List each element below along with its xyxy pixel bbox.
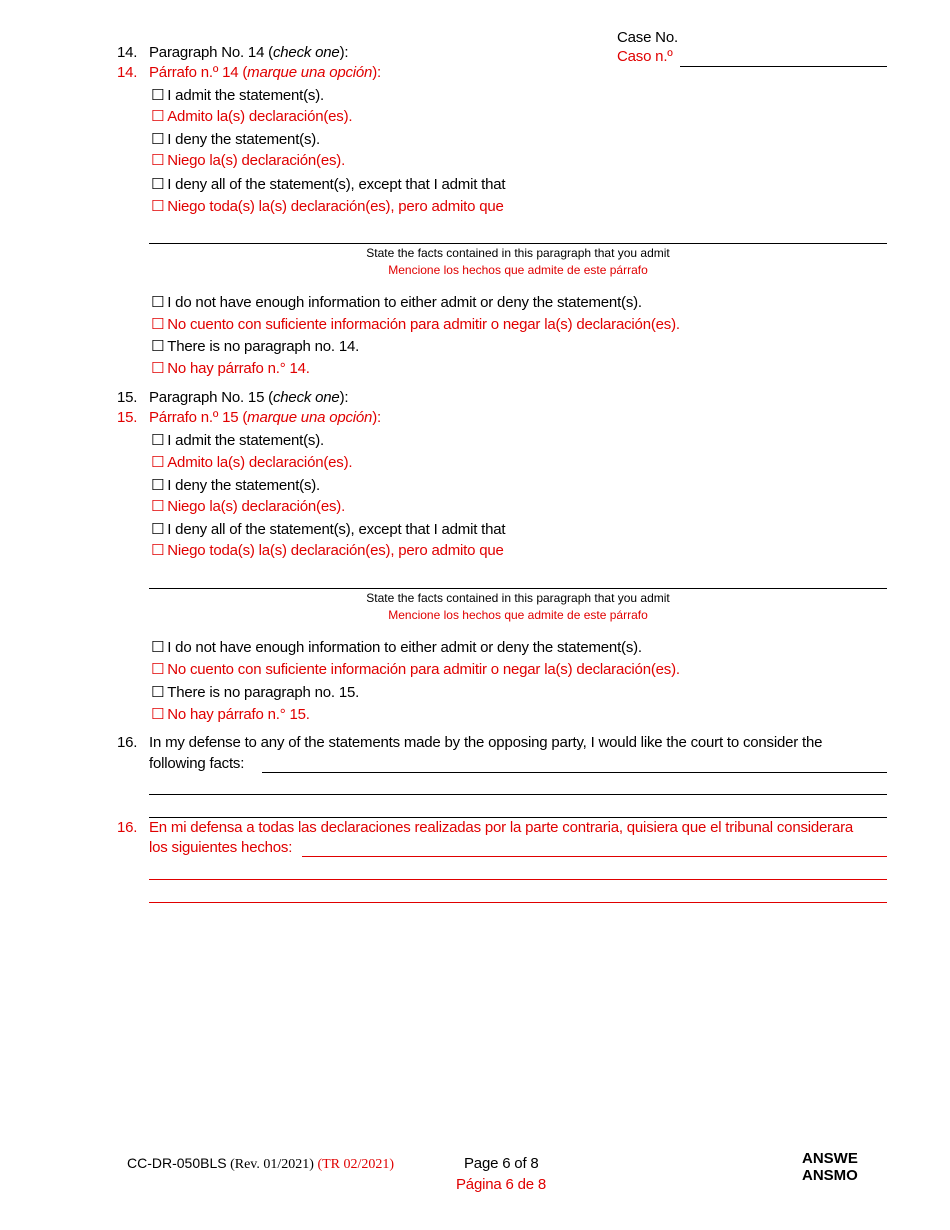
checkbox-icon[interactable]: ☐ bbox=[151, 706, 165, 723]
p16-facts-field-es-2[interactable] bbox=[149, 879, 887, 880]
p14-option-deny-es[interactable]: ☐ Niego la(s) declaración(es). bbox=[151, 152, 346, 169]
footer-doc-title bbox=[802, 1150, 858, 1184]
footer-doc-title-en: ANSWE bbox=[802, 1150, 858, 1167]
p14-title-es: Párrafo n.º 14 (marque una opción): bbox=[149, 64, 381, 81]
case-no-label-en: Case No. bbox=[617, 29, 678, 46]
p14-option-none-es[interactable]: ☐ No hay párrafo n.° 14. bbox=[151, 360, 310, 377]
p15-option-except-es[interactable]: ☐ Niego toda(s) la(s) declaración(es), pero admito que bbox=[151, 542, 504, 559]
checkbox-icon[interactable]: ☐ bbox=[151, 661, 165, 678]
case-no-label-es: Caso n.º bbox=[617, 48, 673, 65]
p15-option-noinfo-es[interactable]: ☐ No cuento con suficiente información para admitir o negar la(s) declaración(es). bbox=[151, 661, 680, 678]
case-no-field[interactable] bbox=[680, 66, 887, 67]
checkbox-icon[interactable]: ☐ bbox=[151, 87, 165, 104]
footer-page-es: Página 6 de 8 bbox=[456, 1176, 546, 1193]
checkbox-icon[interactable]: ☐ bbox=[151, 108, 165, 125]
checkbox-icon[interactable]: ☐ bbox=[151, 498, 165, 515]
p14-option-none[interactable]: ☐ There is no paragraph no. 14. bbox=[151, 338, 360, 355]
p15-option-admit[interactable]: ☐ I admit the statement(s). bbox=[151, 432, 324, 449]
checkbox-icon[interactable]: ☐ bbox=[151, 131, 165, 148]
footer-form-id: CC-DR-050BLS (Rev. 01/2021) (TR 02/2021) bbox=[127, 1155, 395, 1172]
p15-number-es: 15. bbox=[117, 409, 138, 426]
p15-option-noinfo[interactable]: ☐ I do not have enough information to either admit or deny the statement(s). bbox=[151, 639, 642, 656]
p15-caption-es: Mencione los hechos que admite de este párrafo bbox=[388, 608, 648, 622]
checkbox-icon[interactable]: ☐ bbox=[151, 542, 165, 559]
checkbox-icon[interactable]: ☐ bbox=[151, 477, 165, 494]
p14-caption-en: State the facts contained in this paragraph that you admit bbox=[366, 246, 670, 260]
p16-text-es-line1: En mi defensa a todas las declaraciones realizadas por la parte contraria, quisiera que el tribunal considerara bbox=[149, 819, 854, 836]
p14-number-es: 14. bbox=[117, 64, 138, 81]
p14-option-admit-es[interactable]: ☐ Admito la(s) declaración(es). bbox=[151, 108, 353, 125]
checkbox-icon[interactable]: ☐ bbox=[151, 198, 165, 215]
p16-text-en-line1: In my defense to any of the statements made by the opposing party, I would like the court to consider the bbox=[149, 734, 823, 751]
p16-number-es: 16. bbox=[117, 819, 138, 836]
checkbox-icon[interactable]: ☐ bbox=[151, 432, 165, 449]
p15-option-deny[interactable]: ☐ I deny the statement(s). bbox=[151, 477, 321, 494]
checkbox-icon[interactable]: ☐ bbox=[151, 684, 165, 701]
p15-option-none-es[interactable]: ☐ No hay párrafo n.° 15. bbox=[151, 706, 310, 723]
p16-facts-field-en-2[interactable] bbox=[149, 794, 887, 795]
p16-text-en-line2: following facts: bbox=[149, 755, 245, 772]
p14-caption-es: Mencione los hechos que admite de este párrafo bbox=[388, 263, 648, 277]
footer-page-en: Page 6 of 8 bbox=[464, 1155, 539, 1172]
checkbox-icon[interactable]: ☐ bbox=[151, 360, 165, 377]
checkbox-icon[interactable]: ☐ bbox=[151, 338, 165, 355]
p14-option-noinfo[interactable]: ☐ I do not have enough information to either admit or deny the statement(s). bbox=[151, 294, 642, 311]
p14-admitted-facts-field[interactable] bbox=[149, 243, 887, 244]
p14-option-except-es[interactable]: ☐ Niego toda(s) la(s) declaración(es), pero admito que bbox=[151, 198, 504, 215]
p14-option-deny[interactable]: ☐ I deny the statement(s). bbox=[151, 131, 321, 148]
checkbox-icon[interactable]: ☐ bbox=[151, 521, 165, 538]
p15-admitted-facts-field[interactable] bbox=[149, 588, 887, 589]
p15-option-except[interactable]: ☐ I deny all of the statement(s), except that I admit that bbox=[151, 521, 506, 538]
p14-number-en: 14. bbox=[117, 44, 138, 61]
p15-title-es: Párrafo n.º 15 (marque una opción): bbox=[149, 409, 381, 426]
p16-facts-field-en-3[interactable] bbox=[149, 817, 887, 818]
p14-option-admit[interactable]: ☐ I admit the statement(s). bbox=[151, 87, 324, 104]
p15-option-admit-es[interactable]: ☐ Admito la(s) declaración(es). bbox=[151, 454, 353, 471]
p14-option-except[interactable]: ☐ I deny all of the statement(s), except that I admit that bbox=[151, 176, 506, 193]
p16-text-es-line2: los siguientes hechos: bbox=[149, 839, 293, 856]
checkbox-icon[interactable]: ☐ bbox=[151, 639, 165, 656]
p15-number-en: 15. bbox=[117, 389, 138, 406]
checkbox-icon[interactable]: ☐ bbox=[151, 294, 165, 311]
checkbox-icon[interactable]: ☐ bbox=[151, 176, 165, 193]
footer-doc-title-es: ANSMO bbox=[802, 1167, 858, 1184]
p16-facts-field-es-1[interactable] bbox=[302, 856, 887, 857]
p15-option-deny-es[interactable]: ☐ Niego la(s) declaración(es). bbox=[151, 498, 346, 515]
p15-option-none[interactable]: ☐ There is no paragraph no. 15. bbox=[151, 684, 360, 701]
p15-title-en: Paragraph No. 15 (check one): bbox=[149, 389, 349, 406]
p16-number-en: 16. bbox=[117, 734, 138, 751]
p15-caption-en: State the facts contained in this paragraph that you admit bbox=[366, 591, 670, 605]
checkbox-icon[interactable]: ☐ bbox=[151, 316, 165, 333]
p16-facts-field-es-3[interactable] bbox=[149, 902, 887, 903]
checkbox-icon[interactable]: ☐ bbox=[151, 454, 165, 471]
p16-facts-field-en-1[interactable] bbox=[262, 772, 887, 773]
p14-option-noinfo-es[interactable]: ☐ No cuento con suficiente información para admitir o negar la(s) declaración(es). bbox=[151, 316, 680, 333]
checkbox-icon[interactable]: ☐ bbox=[151, 152, 165, 169]
p14-title-en: Paragraph No. 14 (check one): bbox=[149, 44, 349, 61]
